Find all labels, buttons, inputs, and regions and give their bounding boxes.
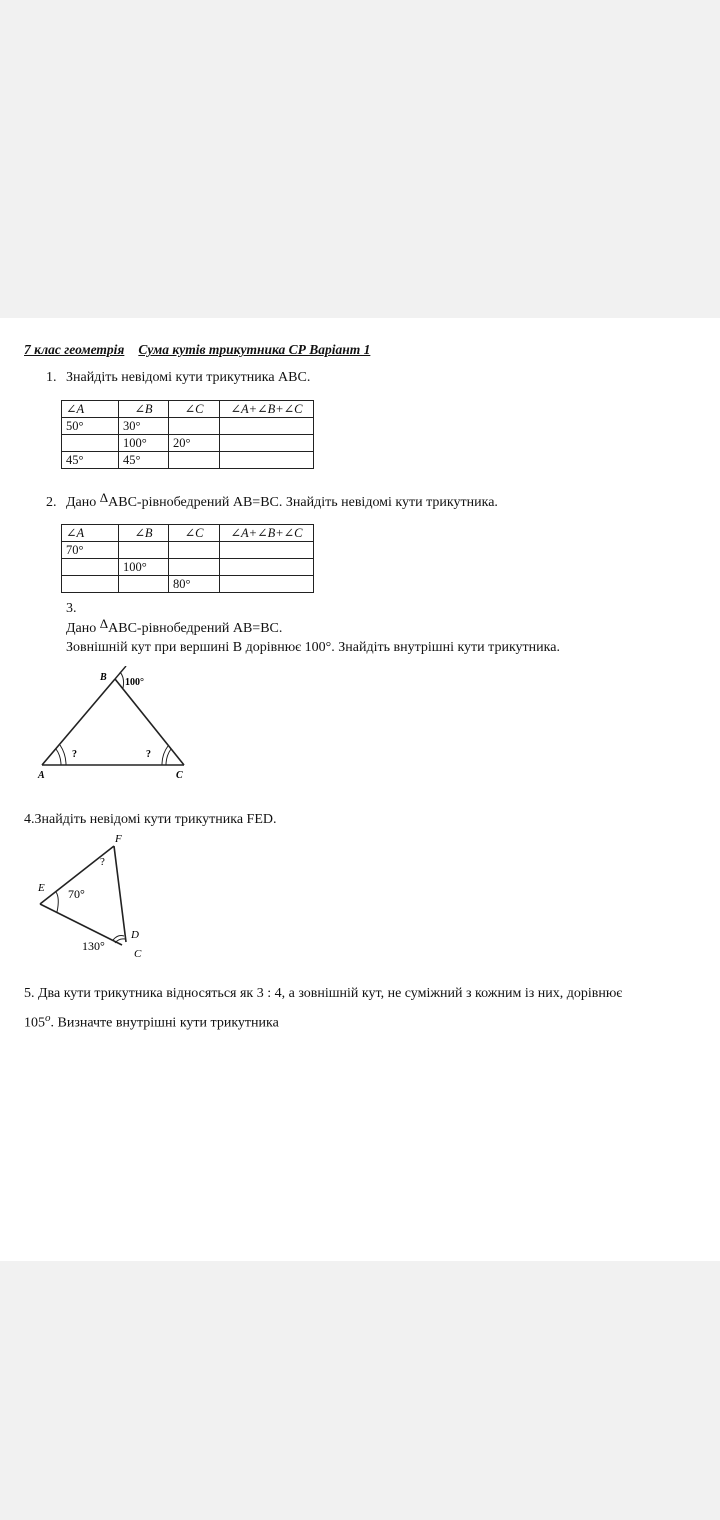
table-2-header-sum: ∠A+∠B+∠C — [220, 525, 314, 542]
table-cell — [220, 559, 314, 576]
angle-a-arc — [56, 749, 61, 765]
question-3-prefix: Дано — [66, 621, 97, 636]
table-cell — [119, 576, 169, 593]
table-cell — [220, 435, 314, 452]
label-d: D — [131, 929, 139, 941]
table-cell — [62, 559, 119, 576]
label-c: C — [134, 948, 142, 960]
angle-c-arc — [166, 749, 171, 765]
side-ed — [40, 904, 122, 945]
table-row — [62, 576, 314, 593]
table-1-header-c: ∠C — [169, 401, 220, 418]
exterior-angle-value: 105 — [24, 1015, 45, 1031]
label-b: B — [100, 672, 107, 683]
table-cell: 45° — [62, 452, 119, 469]
title-part1: 7 клас геометрія — [24, 342, 125, 357]
question-2-text: АВС-рівнобедрений АВ=ВС. Знайдіть невідомі кути трикутника. — [108, 495, 498, 510]
table-cell — [220, 418, 314, 435]
table-row — [62, 542, 314, 559]
angle-e-label: 70° — [68, 887, 85, 901]
question-2-number: 2. — [46, 495, 57, 510]
table-1-header-a: ∠A — [62, 401, 119, 418]
table-cell: 30° — [119, 418, 169, 435]
table-row — [62, 435, 314, 452]
table-2-header-b: ∠B — [119, 525, 169, 542]
table-cell — [119, 542, 169, 559]
question-4-text: 4.Знайдіть невідомі кути трикутника FED. — [24, 812, 277, 827]
label-f: F — [115, 833, 122, 845]
table-2-header-a: ∠A — [62, 525, 119, 542]
question-5-line2 — [24, 1012, 279, 1032]
exterior-angle-label: 100° — [125, 677, 144, 688]
table-cell — [169, 418, 220, 435]
table-cell — [169, 452, 220, 469]
table-1-header-b: ∠B — [119, 401, 169, 418]
table-2-header-c: ∠C — [169, 525, 220, 542]
side-ab — [42, 679, 115, 765]
question-3-text: АВС-рівнобедрений АВ=ВС. — [108, 621, 283, 636]
question-2-prefix: Дано — [66, 495, 97, 510]
table-row — [62, 452, 314, 469]
angle-e-arc — [56, 892, 58, 912]
question-5-line1: 5. Два кути трикутника відносяться як 3 : 4, а зовнішній кут, не суміжний з кожним із них, дорівнює — [24, 986, 623, 1001]
table-cell — [62, 435, 119, 452]
degree-sign: o — [45, 1012, 51, 1024]
question-3-line1 — [66, 616, 283, 637]
table-1-header — [62, 401, 314, 418]
table-cell: 45° — [119, 452, 169, 469]
question-1-number: 1. — [46, 370, 57, 385]
table-1-header-sum: ∠A+∠B+∠C — [220, 401, 314, 418]
triangle-abc-figure — [34, 666, 194, 784]
label-c: C — [176, 770, 183, 781]
table-row — [62, 559, 314, 576]
table-row — [62, 418, 314, 435]
table-cell — [220, 452, 314, 469]
worksheet-page — [0, 318, 720, 1261]
table-cell: 70° — [62, 542, 119, 559]
question-3-line2: Зовнішній кут при вершині В дорівнює 100°. Знайдіть внутрішні кути трикутника. — [66, 640, 560, 655]
question-5-text: . Визначте внутрішні кути трикутника — [50, 1015, 279, 1031]
table-cell: 80° — [169, 576, 220, 593]
table-2-header — [62, 525, 314, 542]
table-cell: 20° — [169, 435, 220, 452]
title-part2: Сума кутів трикутника СР Варіант 1 — [138, 342, 371, 357]
question-3-number: 3. — [66, 601, 77, 616]
table-cell — [220, 542, 314, 559]
unknown-angle-a: ? — [72, 749, 77, 760]
table-cell — [169, 559, 220, 576]
label-a: A — [38, 770, 45, 781]
table-cell: 50° — [62, 418, 119, 435]
table-1 — [61, 400, 314, 469]
unknown-angle-c: ? — [146, 749, 151, 760]
question-2 — [46, 490, 498, 511]
triangle-fed-figure — [34, 830, 164, 960]
triangle-symbol-icon: Δ — [99, 490, 109, 505]
table-cell: 100° — [119, 559, 169, 576]
side-fd — [114, 846, 126, 942]
unknown-angle-f: ? — [100, 856, 105, 868]
label-e: E — [38, 882, 45, 894]
table-cell — [62, 576, 119, 593]
table-cell: 100° — [119, 435, 169, 452]
question-1 — [46, 370, 310, 386]
table-2 — [61, 524, 314, 593]
table-cell — [220, 576, 314, 593]
question-1-text: Знайдіть невідомі кути трикутника АВС. — [66, 370, 311, 385]
table-cell — [169, 542, 220, 559]
exterior-angle-label: 130° — [82, 939, 105, 953]
triangle-symbol-icon: Δ — [99, 616, 109, 631]
page-title — [24, 342, 370, 358]
